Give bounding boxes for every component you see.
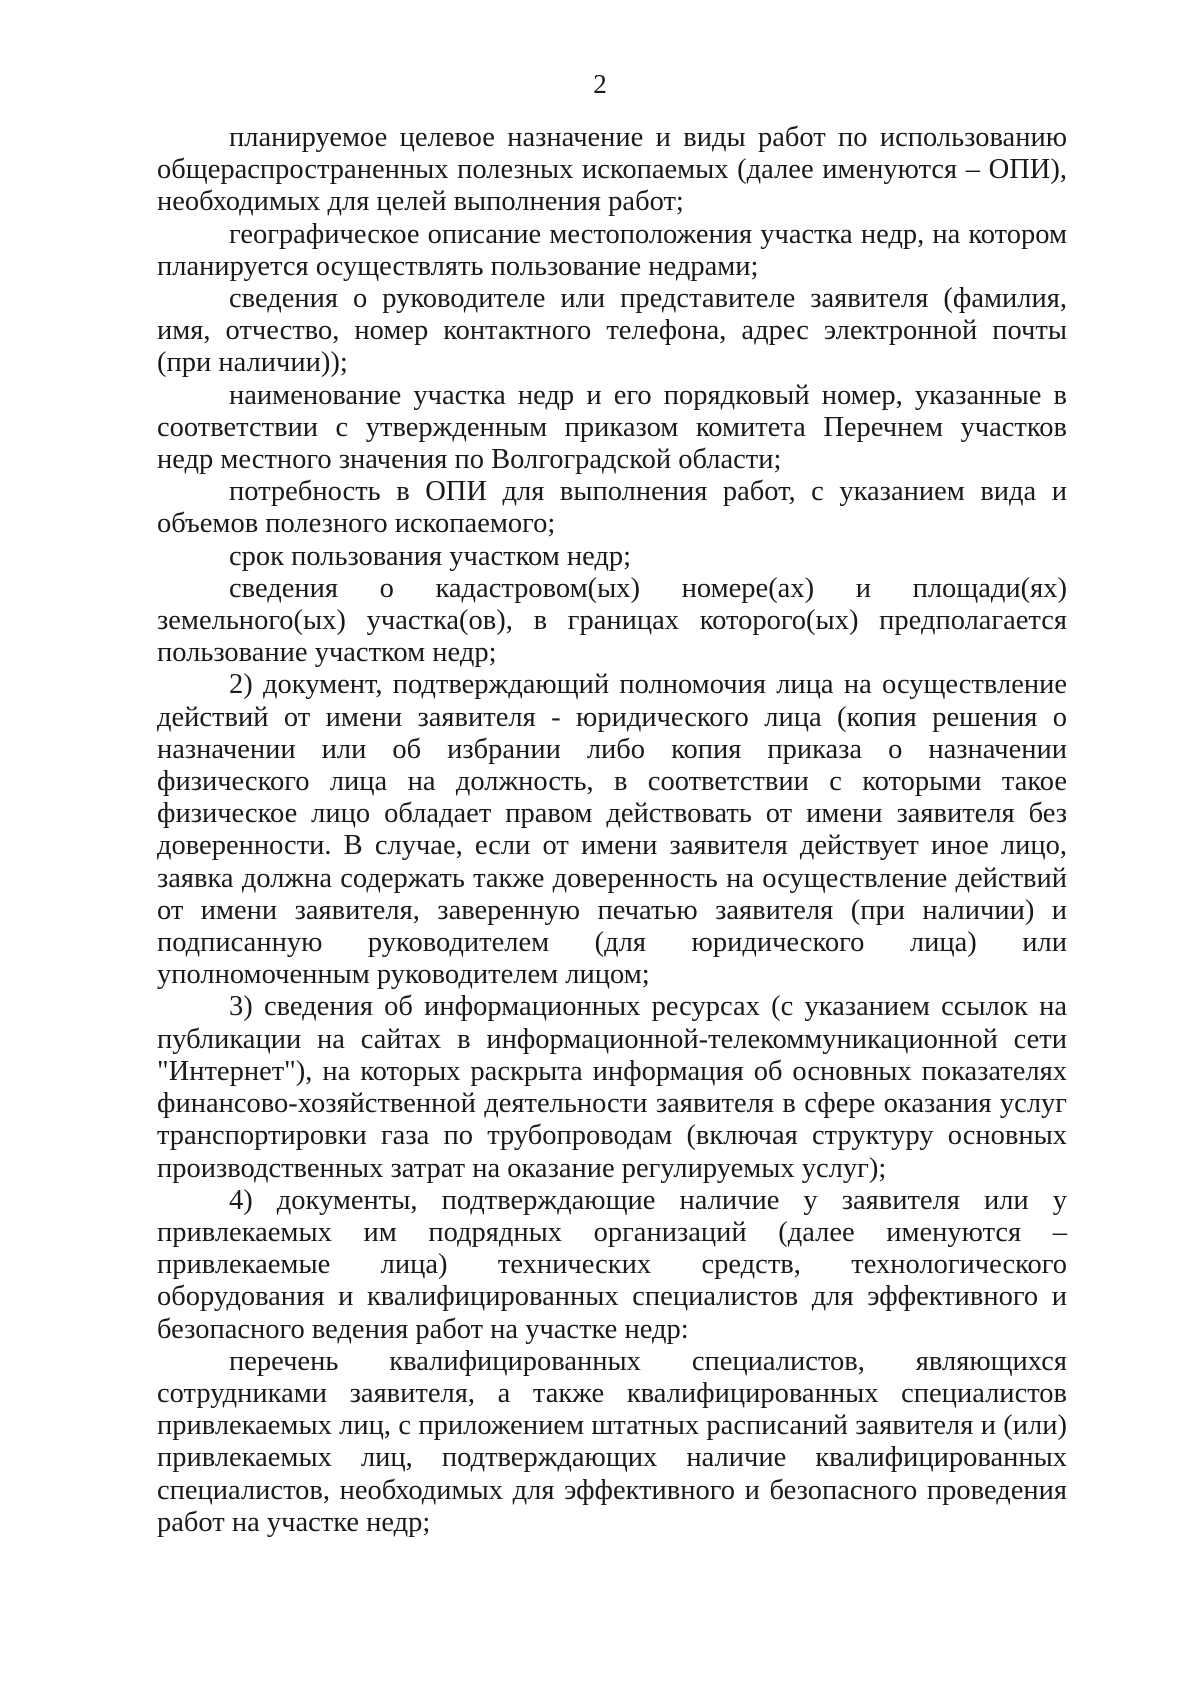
paragraph-representative-info: сведения о руководителе или представителе заявителя (фамилия, имя, отчество, номер контактного телефона, адрес электронной почты (при наличии)); bbox=[157, 283, 1067, 379]
paragraph-item-3-information-resources: 3) сведения об информационных ресурсах (с указанием ссылок на публикации на сайтах в информационной-телекоммуникационной сети "Интернет"), на которых раскрыта информация об основных показателях финансово-хозяйственной деятельности заявителя в сфере оказания услуг транспортировки газа по трубопроводам (включая структуру основных производственных затрат на оказание регулируемых услуг); bbox=[157, 991, 1067, 1184]
paragraph-specialists-list: перечень квалифицированных специалистов, являющихся сотрудниками заявителя, а также квалифицированных специалистов привлекаемых лиц, с приложением штатных расписаний заявителя и (или) привлекаемых лиц, подтверждающих наличие квалифицированных специалистов, необходимых для эффективного и безопасного проведения работ на участке недр; bbox=[157, 1345, 1067, 1538]
paragraph-item-2-authority-document: 2) документ, подтверждающий полномочия лица на осуществление действий от имени заявителя - юридического лица (копия решения о назначении или об избрании либо копия приказа о назначении физического лица на должность, в соответствии с которыми такое физическое лицо обладает правом действовать от имени заявителя без доверенности. В случае, если от имени заявителя действует иное лицо, заявка должна содержать также доверенность на осуществление действий от имени заявителя, заверенную печатью заявителя (при наличии) и подписанную руководителем (для юридического лица) или уполномоченным руководителем лицом; bbox=[157, 669, 1067, 991]
paragraph-usage-term: срок пользования участком недр; bbox=[229, 540, 632, 572]
paragraph-cadastral-info: сведения о кадастровом(ых) номере(ах) и площади(ях) земельного(ых) участка(ов), в границах которого(ых) предполагается пользование участком недр; bbox=[157, 572, 1067, 669]
paragraph-geographic-description: географическое описание местоположения участка недр, на котором планируется осуществлять пользование недрами; bbox=[157, 218, 1067, 282]
paragraph-opi-demand: потребность в ОПИ для выполнения работ, с указанием вида и объемов полезного ископаемого; bbox=[157, 476, 1067, 540]
paragraph-item-4-technical-means: 4) документы, подтверждающие наличие у заявителя или у привлекаемых им подрядных организаций (далее именуются – привлекаемые лица) технических средств, технологического оборудования и квалифицированных специалистов для эффективного и безопасного ведения работ на участке недр: bbox=[157, 1184, 1067, 1345]
paragraph-subsoil-plot-name: наименование участка недр и его порядковый номер, указанные в соответствии с утвержденным приказом комитета Перечнем участков недр местного значения по Волгоградской области; bbox=[157, 379, 1067, 476]
document-body bbox=[157, 122, 1067, 1539]
paragraph-purpose-of-works: планируемое целевое назначение и виды работ по использованию общераспространенных полезных ископаемых (далее именуются – ОПИ), необходимых для целей выполнения работ; bbox=[157, 122, 1067, 218]
page-number: 2 bbox=[593, 69, 607, 99]
